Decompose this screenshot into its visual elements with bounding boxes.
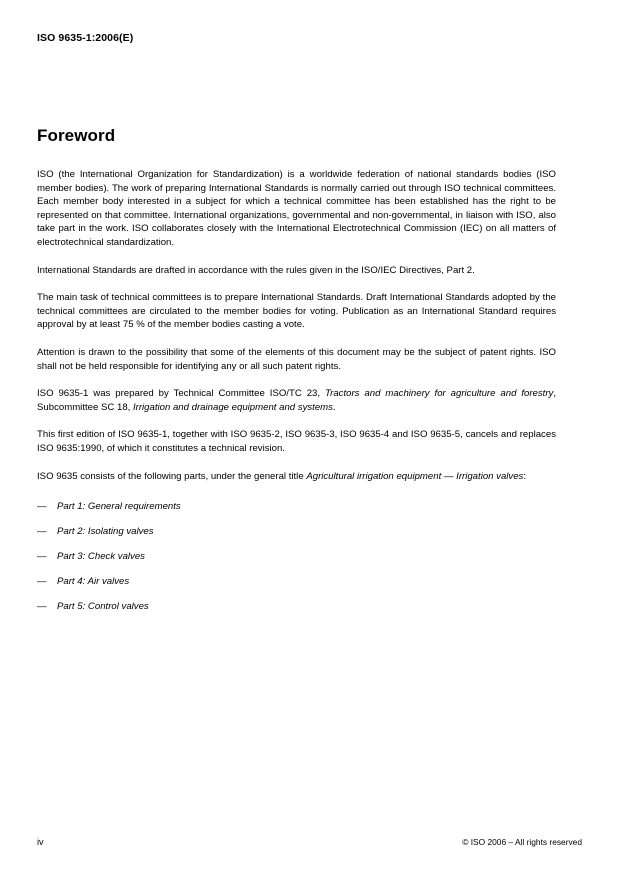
document-header-standard-ref: ISO 9635-1:2006(E) (37, 32, 134, 44)
em-dash-bullet-icon: — (37, 526, 47, 538)
em-dash-bullet-icon: — (37, 601, 47, 613)
paragraph-5-text-mid: , Subcommittee SC 18, (37, 388, 557, 413)
foreword-paragraph-4: Attention is drawn to the possibility that some of the elements of this document may be the subject of patent rights. ISO shall not be held responsible for identifying any or all such patent rights. (37, 346, 556, 372)
em-dash-bullet-icon: — (37, 551, 47, 563)
footer-page-number: iv (37, 837, 44, 847)
paragraph-5-text-lead: ISO 9635-1 was prepared by Technical Committee ISO/TC 23, (37, 388, 325, 400)
foreword-paragraph-3: The main task of technical committees is to prepare International Standards. Draft International Standards adopted by the technical committees are circulated to the member bodies for voting. Publication as an International Standard requires approval by at least 75 % of the member bodies casting a vote. (37, 292, 556, 331)
paragraph-7-text-end: : (523, 470, 527, 482)
list-item-label: Part 4: Air valves (57, 576, 130, 588)
em-dash-bullet-icon: — (37, 501, 47, 513)
list-item (37, 600, 556, 613)
standard-parts-list (37, 500, 556, 613)
committee-title-tc23: Tractors and machinery for agriculture and forestry (324, 388, 554, 400)
paragraph-5-text-end: . (332, 401, 336, 413)
list-item-label: Part 3: Check valves (57, 551, 145, 563)
section-heading-foreword: Foreword (37, 126, 116, 145)
list-item-label: Part 1: General requirements (57, 501, 181, 513)
subcommittee-title-sc18: Irrigation and drainage equipment and systems (132, 401, 333, 413)
document-footer (37, 837, 582, 851)
list-item (37, 575, 556, 588)
foreword-paragraph-5 (37, 387, 556, 414)
foreword-paragraph-7 (37, 470, 556, 484)
list-item (37, 500, 556, 513)
general-title-agricultural-irrigation: Agricultural irrigation equipment — Irrigation valves (306, 470, 524, 482)
em-dash-bullet-icon: — (37, 576, 47, 588)
foreword-paragraph-1: ISO (the International Organization for Standardization) is a worldwide federation of national standards bodies (ISO member bodies). The work of preparing International Standards is normally carried out through ISO technical committees. Each member body interested in a subject for which a technical committee has been established has the right to be represented on that committee. International organizations, governmental and non-governmental, in liaison with ISO, also take part in the work. ISO collaborates closely with the International Electrotechnical Commission (IEC) on all matters of electrotechnical standardization. (37, 169, 556, 248)
foreword-paragraph-6: This first edition of ISO 9635-1, together with ISO 9635-2, ISO 9635-3, ISO 9635-4 and ISO 9635-5, cancels and replaces ISO 9635:1990, of which it constitutes a technical revision. (37, 429, 556, 454)
list-item (37, 525, 556, 538)
paragraph-7-text-lead: ISO 9635 consists of the following parts, under the general title (37, 470, 307, 482)
foreword-paragraph-2: International Standards are drafted in accordance with the rules given in the ISO/IEC Directives, Part 2. (37, 264, 475, 276)
footer-copyright-notice: © ISO 2006 – All rights reserved (462, 837, 582, 847)
document-body (37, 126, 556, 625)
list-item-label: Part 2: Isolating valves (57, 526, 154, 538)
list-item (37, 550, 556, 563)
list-item-label: Part 5: Control valves (57, 601, 149, 613)
